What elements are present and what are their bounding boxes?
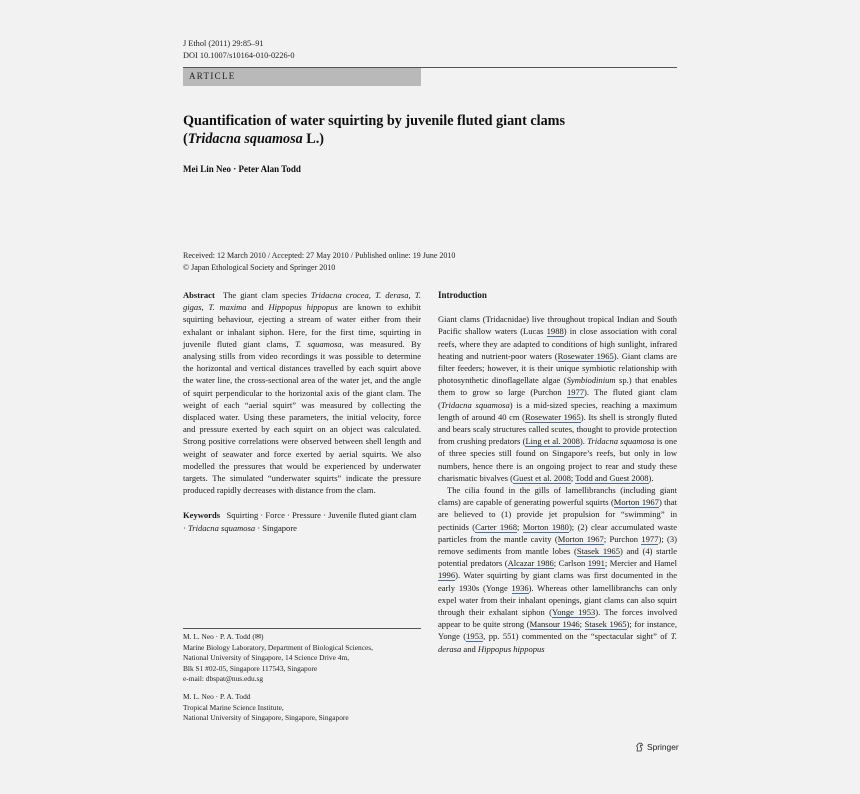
citation-link[interactable]: Stasek 1965 — [584, 619, 627, 630]
publication-dates — [183, 250, 455, 273]
article-title: Quantification of water squirting by juvenile fluted giant clams (Tridacna squamosa L.) — [183, 113, 566, 147]
citation-link[interactable]: Guest et al. 2008 — [513, 472, 571, 483]
keywords-heading: Keywords — [183, 510, 221, 521]
citation-link[interactable]: Morton 1967 — [613, 497, 659, 508]
citation-link[interactable]: Rosewater 1965 — [524, 411, 581, 422]
journal-citation: J Ethol (2011) 29:85–91 — [183, 39, 264, 48]
intro-paragraph-1: Giant clams (Tridacnidae) live throughout tropical Indian and South Pacific shallow waters (Lucas 1988) in close association with coral reefs, where they are adapted to conditions of high sunlight, infrared heating and nutrient-poor waters (Rosewater 1965). Giant clams are filter feeders; however, it is their unique symbiotic relationship with photosynthetic dinoflagellate algae (Symbiodinium sp.) that enables them to grow so large (Purchon 1977). The fluted giant clam (Tridacna squamosa) is a mid-sized species, reaching a maximum length of around 40 cm (Rosewater 1965). Its shell is strongly fluted and bears scaly structures called scutes, thought to provide protection from crushing predators (Ling et al. 2008). Tridacna squamosa is one of three species still found on Singapore’s reefs, but only in low numbers, hence there is an ongoing project to rear and study these charismatic bivalves (Guest et al. 2008; Todd and Guest 2008). — [438, 314, 678, 483]
title-species: Tridacna squamosa — [187, 131, 303, 147]
affiliation-rule — [183, 628, 421, 629]
citation-link[interactable]: Stasek 1965 — [576, 546, 620, 557]
doi: DOI 10.1007/s10164-010-0226-0 — [183, 51, 295, 60]
citation-link[interactable]: Todd and Guest 2008 — [575, 472, 649, 483]
abstract: Abstract The giant clam species Tridacna crocea, T. derasa, T. gigas, T. maxima and Hippopus hippopus are known to exhibit squirting behaviour, ejecting a stream of water either from their exhalant or inhalant siphon. Here, for the first time, squirting in juvenile fluted giant clams, T. squamosa, was measured. By analysing stills from video recordings it was possible to determine the horizontal and vertical distances travelled by each squirt above the water line, the cross-sectional area of the water jet, and the angle of squirt perpendicular to the horizontal axis of the giant clam. The weight of each “aerial squirt” was measured by collecting the displaced water. Using these parameters, the initial velocity, force and pressure exerted by each squirt on an object was calculated. Strong positive correlations were observed between shell length and weight of seawater and force exerted by aerial squirts. We also modelled the pressures that would be experienced by underwater targets. The simulated “underwater squirts” indicate the pressure produced rapidly decreases with distance from the clam. — [183, 290, 421, 496]
author-list: Mei Lin Neo · Peter Alan Todd — [183, 164, 301, 174]
publisher-name: Springer — [647, 742, 679, 752]
citation-link[interactable]: 1977 — [641, 533, 659, 544]
citation-link[interactable]: Ling et al. 2008 — [525, 436, 580, 447]
intro-paragraph-2: The cilia found in the gills of lamellibranchs (including giant clams) are capable of generating powerful squirts (Morton 1967) that are believed to (1) provide jet propulsion for “swimming” in pectinids (Carter 1968; Morton 1980); (2) clear accumulated waste particles from the mantle cavity (Morton 1967; Purchon 1977); (3) remove sediments from mantle lobes (Stasek 1965) and (4) startle potential predators (Alcazar 1986; Carlson 1991; Mercier and Hamel 1996). Water squirting by giant clams was first documented in the early 1930s (Yonge 1936). Whereas other lamellibranchs can only expel water from their inhalant openings, giant clams can also squirt through their exhalant siphon (Yonge 1953). The forces involved appear to be quite strong (Mansour 1946; Stasek 1965); for instance, Yonge (1953, pp. 551) commented on the “spectacular sight” of T. derasa and Hippopus hippopus — [438, 485, 678, 654]
introduction-heading: Introduction — [438, 290, 487, 300]
right-column — [438, 289, 677, 655]
citation-link[interactable]: 1996 — [438, 570, 456, 581]
citation-link[interactable]: 1977 — [566, 387, 585, 398]
copyright-line: © Japan Ethological Society and Springer 2010 — [183, 262, 336, 272]
author-email[interactable]: e-mail: dbspat@nus.edu.sg — [183, 674, 264, 684]
left-column — [183, 289, 421, 534]
received-line: Received: 12 March 2010 / Accepted: 27 May 2010 / Published online: 19 June 2010 — [183, 251, 456, 260]
citation-link[interactable]: Mansour 1946 — [529, 619, 580, 630]
affiliation-names: M. L. Neo · P. A. Todd (✉) — [183, 632, 264, 641]
affiliation-2: M. L. Neo · P. A. Todd Tropical Marine Science Institute, National University of Singapore, Singapore, Singapore — [183, 692, 349, 723]
citation-link[interactable]: 1991 — [587, 558, 605, 569]
citation-link[interactable]: Rosewater 1965 — [557, 350, 614, 361]
title-line1: Quantification of water squirting by juvenile fluted giant clams — [183, 113, 566, 129]
citation-link[interactable]: Yonge 1953 — [551, 607, 596, 618]
citation-link[interactable]: 1953 — [466, 631, 484, 642]
affiliation-names: M. L. Neo · P. A. Todd — [183, 692, 251, 701]
article-type-label: ARTICLE — [189, 71, 236, 81]
citation-link[interactable]: Carter 1968 — [475, 521, 517, 532]
springer-horse-icon — [635, 742, 645, 752]
affiliation-1: M. L. Neo · P. A. Todd (✉) Marine Biology Laboratory, Department of Biological Sciences, National University of Singapore, 14 Science Drive 4m, Blk S1 #02-05, Singapore 117543, Singapore e-mail: dbspat@nus.edu.sg — [183, 632, 373, 684]
abstract-heading: Abstract — [183, 290, 215, 300]
citation-link[interactable]: Morton 1967 — [557, 533, 604, 544]
keywords: Keywords Squirting · Force · Pressure · Juvenile fluted giant clam · Tridacna squamosa · Singapore — [183, 510, 417, 533]
article-type-bar — [183, 68, 421, 86]
publisher-logo — [635, 742, 679, 752]
citation-link[interactable]: Morton 1980 — [522, 521, 569, 532]
citation-link[interactable]: 1936 — [511, 582, 529, 593]
citation-link[interactable]: Alcazar 1986 — [507, 558, 554, 569]
citation-link[interactable]: 1988 — [546, 326, 564, 337]
journal-info — [183, 38, 295, 62]
